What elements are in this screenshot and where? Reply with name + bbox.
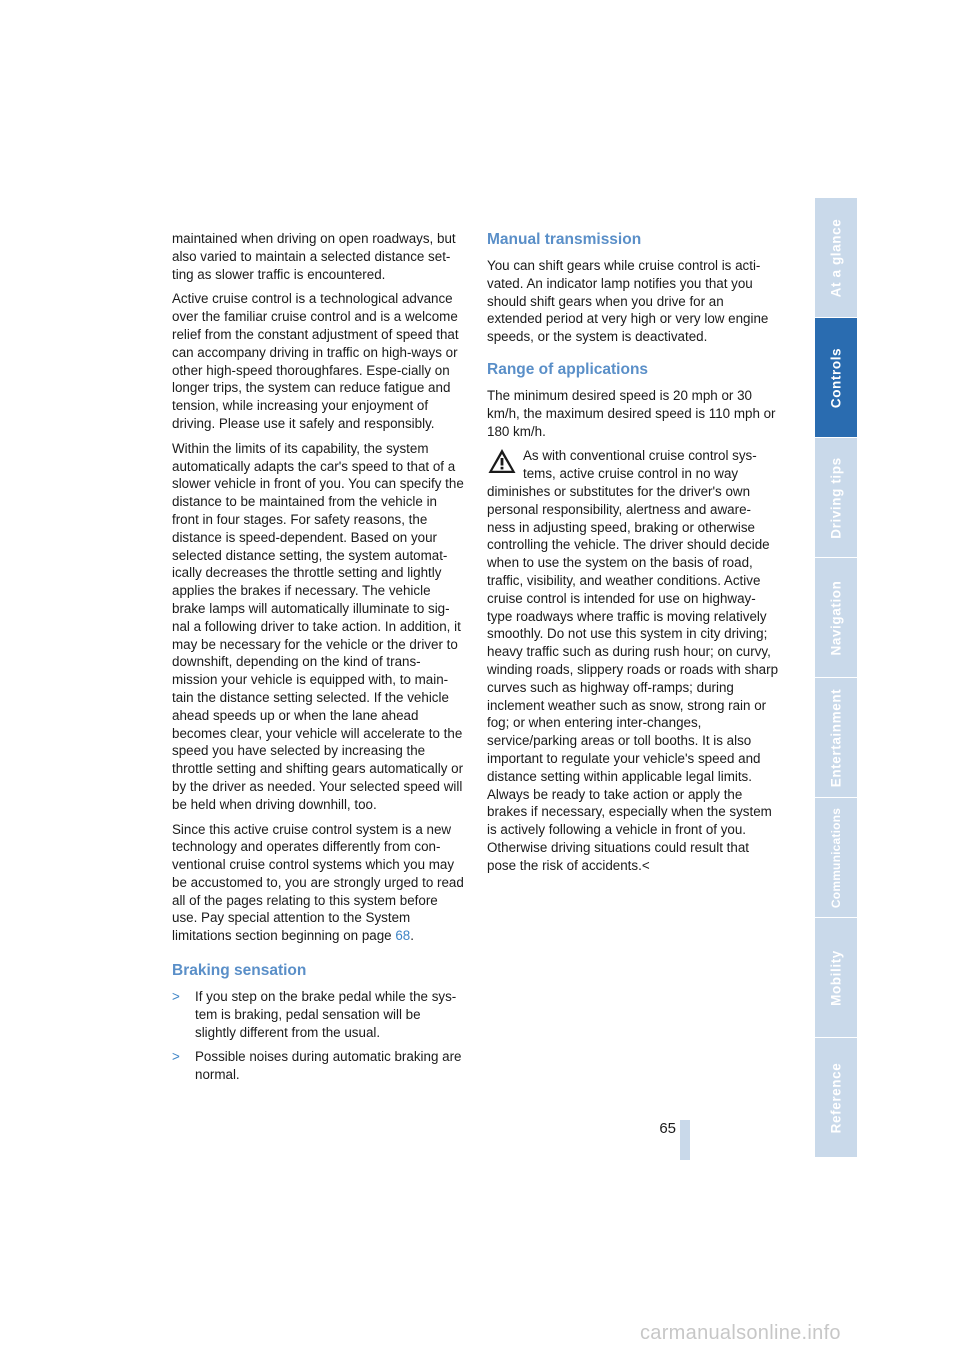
range-heading: Range of applications	[487, 360, 649, 378]
tab-at-a-glance[interactable]	[815, 198, 857, 317]
tab-controls[interactable]	[815, 318, 857, 437]
advice-end: .	[410, 928, 414, 944]
page-number: 65	[659, 1120, 676, 1137]
list-item-text: If you step on the brake pedal while the sys-tem is braking, pedal sensation will be slightly different from the usual.	[195, 989, 457, 1040]
tab-entertainment[interactable]	[815, 678, 857, 797]
braking-list	[172, 988, 464, 1084]
manual-transmission-heading: Manual transmission	[487, 231, 642, 248]
tab-communications[interactable]	[815, 798, 857, 917]
tab-navigation[interactable]	[815, 558, 857, 677]
intro-paragraph: maintained when driving on open roadways, but also varied to maintain a selected distance set-ting as slower traffic is encountered.	[172, 231, 456, 282]
list-item	[172, 988, 464, 1041]
page-link[interactable]: 68	[395, 928, 411, 944]
tab-label: Communications	[829, 807, 843, 908]
page-number-bar	[680, 1120, 690, 1160]
advice-paragraph	[172, 821, 464, 946]
bullet-marker: >	[172, 989, 180, 1005]
warning-icon	[487, 447, 517, 475]
tab-mobility[interactable]	[815, 918, 857, 1037]
description-paragraph: Active cruise control is a technological advance over the familiar cruise control and is a welcome relief from the constant adjustment of speed that can accompany driving in traffic on high-ways or other high-speed thoroughfares. Espe-cially on longer trips, the system can reduce fatigue and tension, while increasing your enjoyment of driving. Please use it safely and responsibly.	[172, 291, 459, 431]
advice-text: Since this active cruise control system is a new technology and operates differently from con-ventional cruise control systems which you may be accustomed to, you are strongly urged to read all of the pages relating to this system before use. Pay special attention to the System limitations section beginning on page	[172, 821, 464, 944]
tab-driving-tips[interactable]	[815, 438, 857, 557]
watermark: carmanualsonline.info	[640, 1322, 841, 1344]
end-mark: <	[641, 857, 650, 873]
function-paragraph: Within the limits of its capability, the system automatically adapts the car's speed to that of a slower vehicle in front of you. You can specify the distance to be maintained from the vehicle in front in four stages. For safety reasons, the distance is speed-dependent. Based on your selected distance setting, the system automat-ically decreases the throttle setting and lightly applies the brakes if necessary. The vehicle brake lamps will automatically illuminate to sig-nal a following driver to take action. In addition, it may be necessary for the vehicle or the driver to downshift, depending on the kind of trans-mission your vehicle is equipped with, to main-tain the distance setting selected. If the vehicle ahead speeds up or when the lane ahead becomes clear, your vehicle will accelerate to the speed you have selected by increasing the throttle setting and shifting gears automatically or by the driver as needed. Your selected speed will be held when driving downhill, too.	[172, 440, 464, 812]
warning-text: diminishes or substitutes for the driver's own personal responsibility, alertness and aware-ness in adjusting speed, braking or otherwise controlling the vehicle. The driver should decide when to use the system on the basis of road, traffic, visibility, and weather conditions. Active cruise control is intended for use on highway-type roadways where traffic is moving relatively smoothly. Do not use this system in city driving; heavy traffic such as during rush hour; on curvy, winding roads, slippery roads or roads with sharp curves such as highway off-ramps; during inclement weather such as snow, strong rain or fog; or when entering inter-changes, service/parking areas or toll booths. It is also important to regulate your vehicle's speed and distance setting within applicable legal limits. Always be ready to take action or apply the brakes if necessary, especially when the system is actively following a vehicle in front of you. Otherwise driving situations could result that pose the risk of accidents.	[487, 483, 779, 873]
tab-label: Mobility	[828, 949, 844, 1006]
chapter-sidebar	[815, 198, 857, 1160]
left-column	[172, 230, 464, 1091]
tab-label: At a glance	[828, 218, 844, 297]
bullet-marker: >	[172, 1049, 180, 1065]
list-item	[172, 1048, 464, 1084]
right-column	[487, 230, 779, 875]
tab-label: Entertainment	[828, 688, 844, 787]
tab-label: Controls	[828, 347, 844, 408]
tab-reference[interactable]	[815, 1038, 857, 1157]
tab-label: Navigation	[828, 579, 844, 656]
tab-label: Reference	[828, 1062, 844, 1133]
range-paragraph: The minimum desired speed is 20 mph or 30 km/h, the maximum desired speed is 110 mph or 180 km/h.	[487, 387, 776, 439]
tab-label: Driving tips	[828, 456, 844, 539]
list-item-text: Possible noises during automatic braking are normal.	[195, 1049, 462, 1083]
warning-lead: As with conventional cruise control sys-tems, active cruise control in no way	[523, 448, 757, 482]
warning-block	[487, 447, 779, 874]
braking-heading: Braking sensation	[172, 962, 307, 980]
manual-transmission-paragraph: You can shift gears while cruise control is acti-vated. An indicator lamp notifies you that you should shift gears when you drive for an extended period at very high or very low engine speeds, or the system is deactivated.	[487, 258, 769, 345]
